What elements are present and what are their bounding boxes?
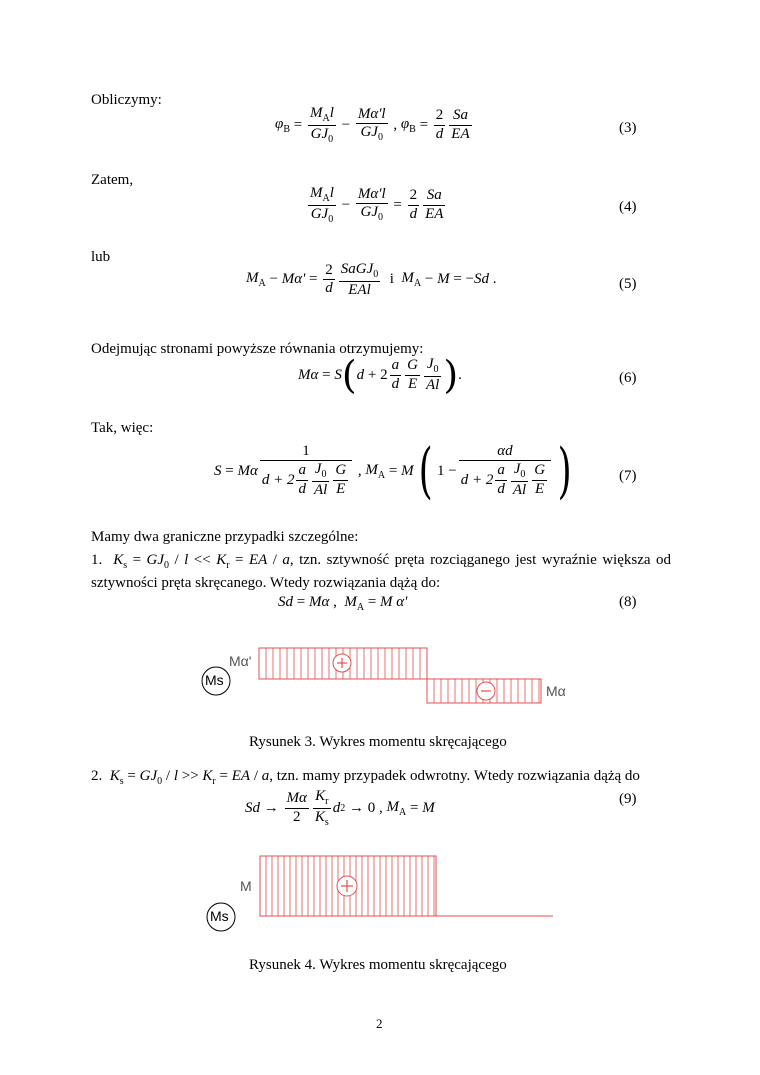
case1-number: 1. bbox=[91, 552, 103, 568]
figure-4-left-label: M bbox=[240, 878, 252, 894]
equation-8: Sd = Mα , $M_A = M$ α' bbox=[278, 594, 408, 613]
equation-number-9: (9) bbox=[619, 791, 637, 807]
case1-line1: 1. $K_s = GJ_0 / l << K_r$ = EA / a, tzn. sztywność pręta rozciąganego jest wyraźnie większa od bbox=[91, 552, 672, 571]
equation-6: Mα = S ( d + 2 $\frac{a}{d}$ $\frac{G}{E}$ $\frac{J_0}{Al}$ ) . bbox=[298, 353, 462, 397]
text-odejmujac: Odejmując stronami powyższe równania otrzymujemy: bbox=[91, 341, 424, 357]
text-zatem: Zatem, bbox=[91, 172, 134, 188]
text-lub: lub bbox=[91, 249, 111, 265]
equation-number-4: (4) bbox=[619, 199, 637, 215]
equation-4: $\frac{M_Al}{GJ_0}$ − $\frac{M\alpha'l}{GJ_0}$ = $\frac{2}{d}$ $\frac{Sa}{EA}$ bbox=[310, 185, 444, 225]
equation-number-7: (7) bbox=[619, 468, 637, 484]
caption-figure-4: Rysunek 4. Wykres momentu skręcającego bbox=[249, 957, 507, 973]
equation-number-6: (6) bbox=[619, 370, 637, 386]
page-number: 2 bbox=[376, 1016, 383, 1031]
equation-9: Sd → $\frac{M\alpha}{2}$ $\frac{K_r}{K_s}$ d 2 → 0 , $M_A$ = M bbox=[245, 788, 435, 828]
figure-4-support-label: Ms bbox=[210, 908, 229, 924]
case2-number: 2. bbox=[91, 768, 103, 784]
caption-figure-3: Rysunek 3. Wykres momentu skręcającego bbox=[249, 734, 507, 750]
text-mamy-dwa: Mamy dwa graniczne przypadki szczególne: bbox=[91, 529, 359, 545]
figure-3-left-label: Mα' bbox=[229, 653, 252, 669]
case2-tail: , tzn. mamy przypadek odwrotny. Wtedy rozwiązania dążą do bbox=[269, 768, 640, 784]
equation-number-5: (5) bbox=[619, 276, 637, 292]
case1-line2: sztywności pręta skręcanego. Wtedy rozwiązania dążą do: bbox=[91, 575, 441, 591]
figure-3-right-label: Mα bbox=[546, 683, 566, 699]
case1-tail: , tzn. sztywność pręta rozciąganego jest wyraźnie większa od bbox=[289, 552, 672, 568]
equation-7: S = Mα 1 d + 2 $\frac{a}{d}$ $\frac{J_0}{Al}$ $\frac{G}{E}$ , $M_A$ = M ( 1 − αd d + 2 $\frac{a}{d}$ $\frac{J_0}{Al}$ $\frac{G}{E}$ ) bbox=[214, 436, 572, 506]
equation-number-8: (8) bbox=[619, 594, 637, 610]
text-tak-wiec: Tak, więc: bbox=[91, 420, 154, 436]
text-obliczymy: Obliczymy: bbox=[91, 92, 162, 108]
equation-5: $M_A$ − Mα' = $\frac{2}{d}$ $\frac{SaGJ_0}{\text{EAl}}$ i $M_A$ − M = − Sd . bbox=[246, 261, 497, 298]
figure-3-support-label: Ms bbox=[205, 672, 224, 688]
case2-line: 2. $K_s = GJ_0 / l >> K_r$ = EA / a, tzn. mamy przypadek odwrotny. Wtedy rozwiązania dążą do bbox=[91, 768, 640, 787]
equation-number-3: (3) bbox=[619, 120, 637, 136]
equation-3: $\varphi_B$ = $\frac{M_Al}{GJ_0}$ − $\frac{M\alpha'l}{GJ_0}$ , $\varphi_B$ = $\frac{2}{d}$ $\frac{Sa}{EA}$ bbox=[275, 105, 470, 145]
